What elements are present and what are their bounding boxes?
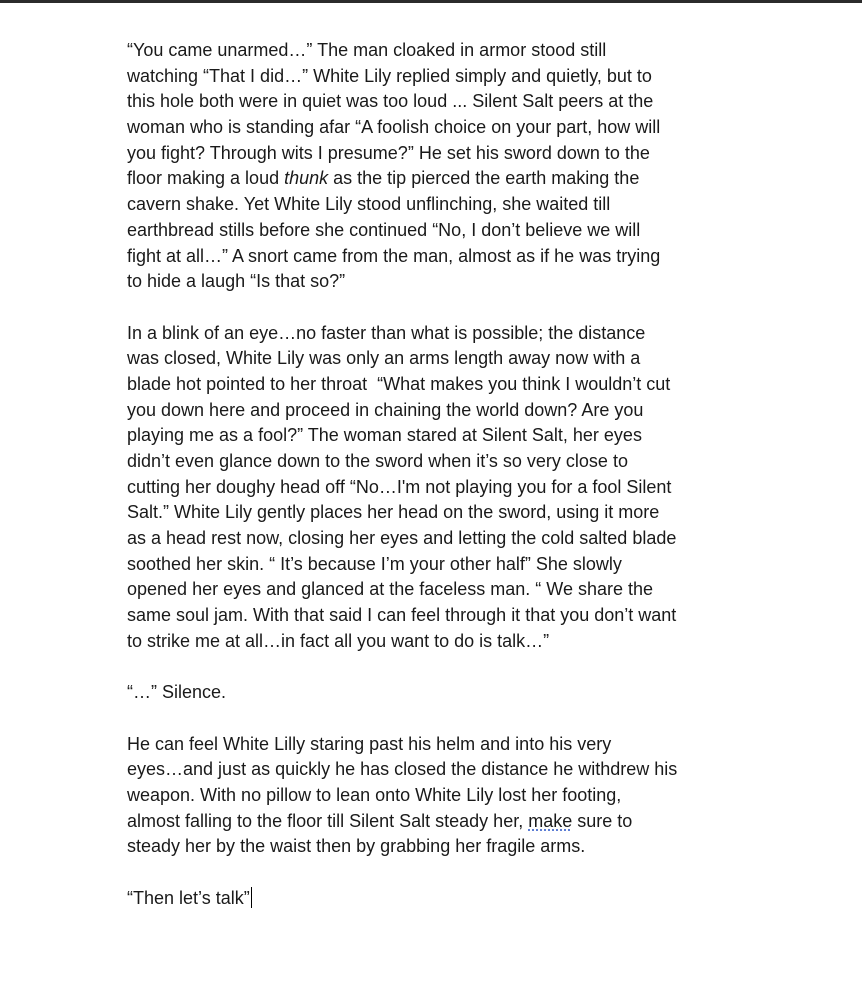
- text-line: blade hot pointed to her throat “What makes you think I wouldn’t cut: [127, 373, 671, 394]
- document-body[interactable]: [127, 38, 737, 911]
- text-run: as the tip pierced the earth making the: [328, 168, 640, 189]
- paragraph-spacer: [127, 706, 737, 732]
- paragraph-5[interactable]: [127, 886, 737, 912]
- text-line: watching “That I did…” White Lily replied simply and quietly, but to: [127, 65, 652, 86]
- text-line: you fight? Through wits I presume?” He set his sword down to the: [127, 142, 650, 163]
- text-line: “You came unarmed…” The man cloaked in armor stood still: [127, 40, 607, 60]
- text-line: was closed, White Lily was only an arms length away now with a: [127, 348, 641, 369]
- text-line: you down here and proceed in chaining the world down? Are you: [127, 399, 644, 420]
- text-line: as a head rest now, closing her eyes and letting the cold salted blade: [127, 528, 677, 549]
- text-run: floor making a loud: [127, 168, 285, 189]
- text-run: almost falling to the floor till Silent Salt steady her,: [127, 810, 529, 831]
- text-line: He can feel White Lilly staring past his helm and into his very: [127, 733, 612, 754]
- text-line: playing me as a fool?” The woman stared at Silent Salt, her eyes: [127, 425, 642, 446]
- text-line: to hide a laugh “Is that so?”: [127, 271, 346, 292]
- text-line: fight at all…” A snort came from the man, almost as if he was trying: [127, 245, 661, 266]
- text-line: didn’t even glance down to the sword when it’s so very close to: [127, 451, 628, 471]
- text-line: [127, 886, 737, 912]
- text-line: same soul jam. With that said I can feel through it that you don’t want: [127, 605, 677, 626]
- text-line: opened her eyes and glanced at the faceless man. “ We share the: [127, 579, 653, 600]
- text-line: this hole both were in quiet was too loud ... Silent Salt peers at the: [127, 91, 654, 112]
- text-line: [127, 166, 737, 192]
- paragraph-2[interactable]: [127, 321, 737, 655]
- text-line: In a blink of an eye…no faster than what is possible; the distance: [127, 322, 646, 343]
- text-line: soothed her skin. “ It’s because I’m your other half” She slowly: [127, 553, 622, 574]
- spellcheck-flagged-word[interactable]: make: [528, 810, 573, 831]
- paragraph-spacer: [127, 860, 737, 886]
- text-line: eyes…and just as quickly he has closed the distance he withdrew his: [127, 759, 678, 780]
- text-line: cutting her doughy head off “No…I'm not playing you for a fool Silent: [127, 476, 672, 497]
- text-line: to strike me at all…in fact all you want to do is talk…”: [127, 630, 550, 651]
- text-run: “Then let’s talk”: [127, 887, 250, 908]
- text-line: weapon. With no pillow to lean onto White Lily lost her footing,: [127, 784, 622, 805]
- window-top-border: [0, 0, 862, 3]
- text-run: sure to: [572, 810, 633, 831]
- paragraph-spacer: [127, 295, 737, 321]
- italic-word-thunk: thunk: [284, 168, 329, 189]
- paragraph-1[interactable]: [127, 38, 737, 295]
- paragraph-4[interactable]: [127, 732, 737, 860]
- text-line: “…” Silence.: [127, 682, 227, 703]
- text-line: [127, 809, 737, 835]
- text-line: earthbread stills before she continued “No, I don’t believe we will: [127, 219, 641, 240]
- text-line: cavern shake. Yet White Lily stood unflinching, she waited till: [127, 194, 611, 215]
- text-line: Salt.” White Lily gently places her head on the sword, using it more: [127, 502, 660, 523]
- text-line: steady her by the waist then by grabbing her fragile arms.: [127, 836, 586, 857]
- text-line: woman who is standing afar “A foolish choice on your part, how will: [127, 117, 661, 138]
- paragraph-3[interactable]: [127, 680, 737, 706]
- paragraph-spacer: [127, 655, 737, 681]
- text-cursor: [251, 887, 252, 908]
